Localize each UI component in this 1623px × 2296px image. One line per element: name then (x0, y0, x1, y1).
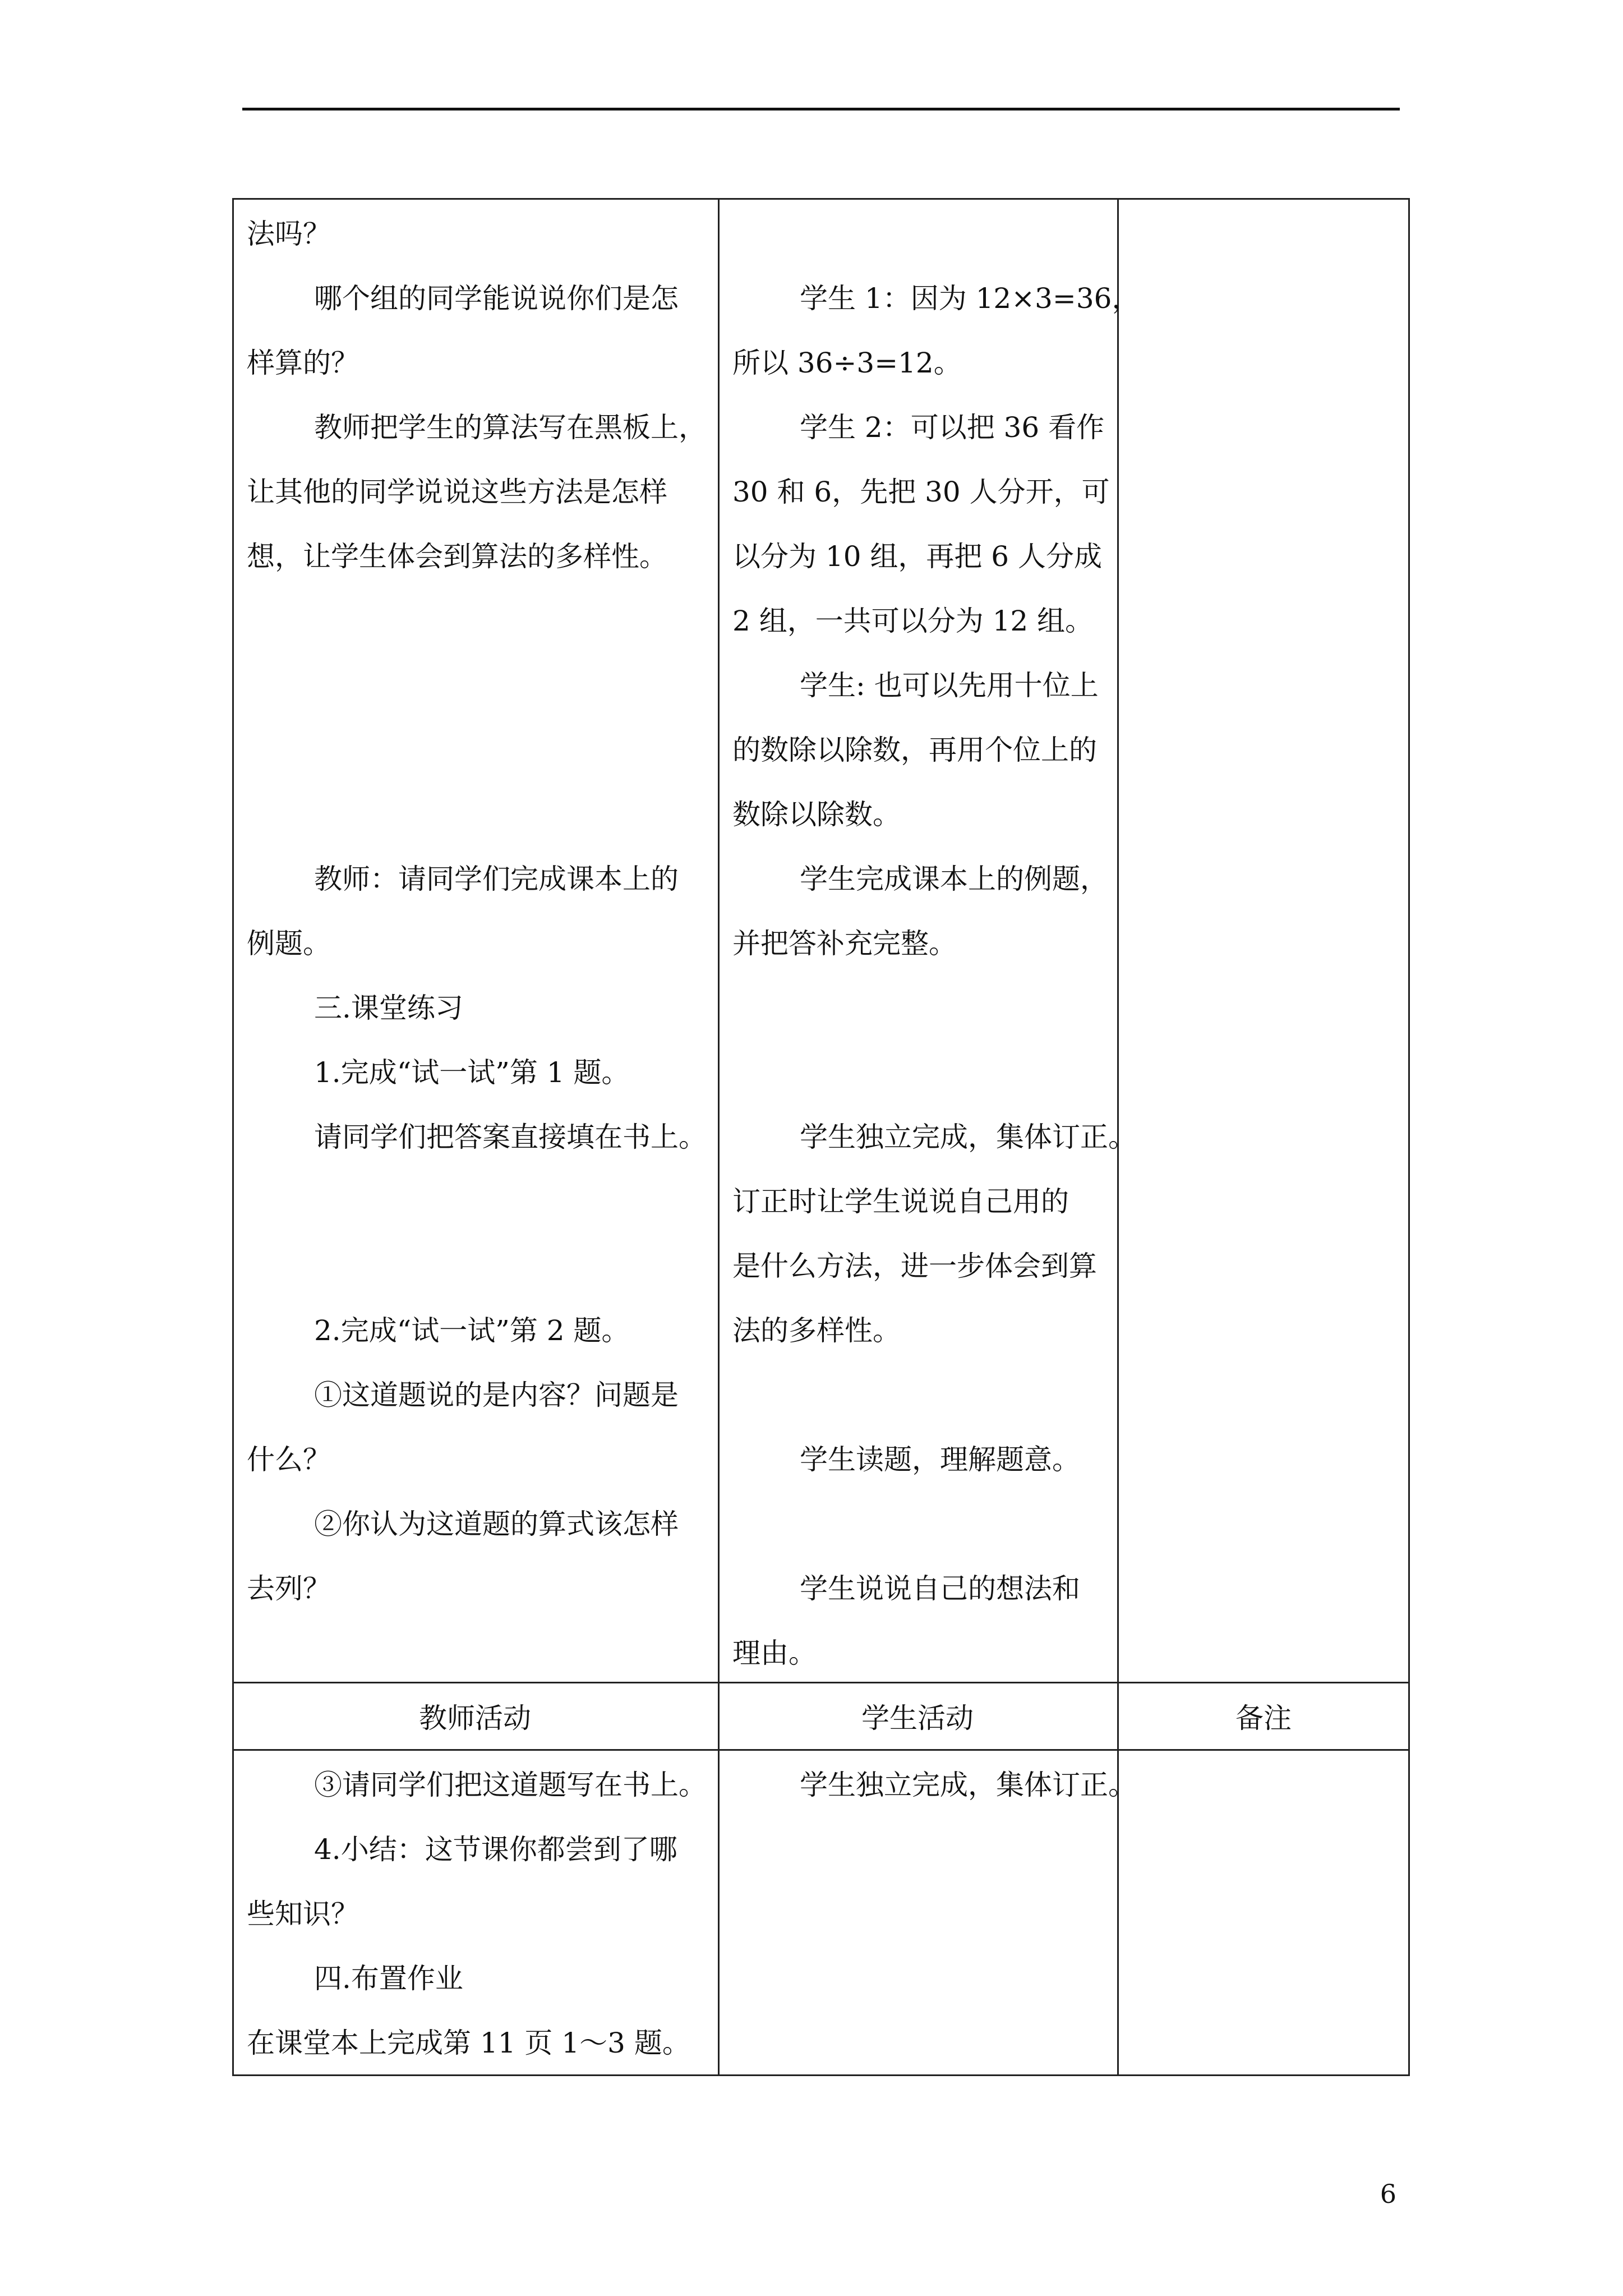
text-line (732, 1041, 1114, 1105)
text-line: ②你认为这道题的算式该怎样 (314, 1508, 679, 1540)
text-line: 让其他的同学说说这些方法是怎样 (247, 476, 667, 508)
text-line (247, 1170, 712, 1234)
text-line: 例题。 (247, 927, 331, 960)
text-line (732, 976, 1114, 1041)
text-line (247, 783, 712, 847)
text-line: 学生独立完成，集体订正。 (800, 1121, 1136, 1153)
text-line: 数除以除数。 (732, 798, 901, 831)
teacher-activity-cell-bottom (247, 1753, 712, 2076)
text-line: 并把答补充完整。 (732, 927, 957, 960)
text-line: ③请同学们把这道题写在书上。 (314, 1769, 707, 1801)
text-line: ①这道题说的是内容？问题是 (314, 1379, 679, 1411)
text-line (732, 202, 1114, 266)
column-divider-1 (718, 198, 720, 2076)
header-rule (242, 108, 1400, 111)
text-line: 学生说说自己的想法和 (800, 1572, 1080, 1605)
text-line: 在课堂本上完成第 11 页 1～3 题。 (247, 2027, 690, 2059)
text-line: 什么？ (247, 1443, 331, 1476)
text-line: 4.小结：这节课你都尝到了哪 (314, 1833, 677, 1866)
text-line: 法吗？ (247, 218, 331, 250)
text-line: 以分为 10 组，再把 6 人分成 (732, 540, 1103, 573)
text-line (247, 718, 712, 783)
text-line: 哪个组的同学能说说你们是怎 (314, 282, 679, 315)
text-line: 2 组，一共可以分为 12 组。 (732, 605, 1094, 637)
text-line: 教师把学生的算法写在黑板上， (314, 411, 707, 444)
text-line: 30 和 6，先把 30 人分开，可 (732, 476, 1110, 508)
text-line: 些知识？ (247, 1898, 359, 1930)
header-teacher-activity: 教师活动 (419, 1702, 531, 1734)
text-line (732, 1363, 1114, 1428)
text-line: 四.布置作业 (314, 1962, 463, 1995)
teacher-activity-cell-top (247, 202, 712, 1621)
student-activity-cell-top (732, 202, 1140, 1686)
text-line: 样算的？ (247, 347, 359, 379)
page-number: 6 (1380, 2179, 1396, 2209)
header-notes: 备注 (1235, 1702, 1292, 1734)
text-line: 想，让学生体会到算法的多样性。 (247, 540, 667, 573)
text-line: 去列？ (247, 1572, 331, 1605)
text-line: 是什么方法，进一步体会到算 (732, 1250, 1097, 1282)
text-line: 1.完成“试一试”第 1 题。 (314, 1056, 630, 1089)
text-line: 所以 36÷3=12。 (732, 347, 962, 379)
text-line: 学生 1：因为 12×3=36， (800, 282, 1140, 315)
text-line: 2.完成“试一试”第 2 题。 (314, 1314, 630, 1347)
text-line: 学生完成课本上的例题， (800, 863, 1108, 895)
text-line (732, 1492, 1114, 1557)
text-line: 请同学们把答案直接填在书上。 (314, 1121, 707, 1153)
text-line (247, 589, 712, 654)
text-line (247, 1234, 712, 1299)
text-line: 的数除以除数，再用个位上的 (732, 734, 1097, 766)
text-line: 学生: 也可以先用十位上 (800, 669, 1099, 702)
text-line: 学生读题，理解题意。 (800, 1443, 1080, 1476)
student-activity-cell-bottom (732, 1753, 1136, 1818)
text-line: 学生 2：可以把 36 看作 (800, 411, 1105, 444)
text-line: 法的多样性。 (732, 1314, 901, 1347)
text-line: 订正时让学生说说自己用的 (732, 1185, 1069, 1218)
header-row-bottom-line (232, 1749, 1410, 1751)
text-line (247, 654, 712, 718)
text-line: 三.课堂练习 (314, 992, 463, 1024)
text-line: 学生独立完成，集体订正。 (800, 1769, 1136, 1801)
header-student-activity: 学生活动 (861, 1702, 974, 1734)
text-line: 理由。 (732, 1637, 817, 1669)
text-line: 教师：请同学们完成课本上的 (314, 863, 679, 895)
